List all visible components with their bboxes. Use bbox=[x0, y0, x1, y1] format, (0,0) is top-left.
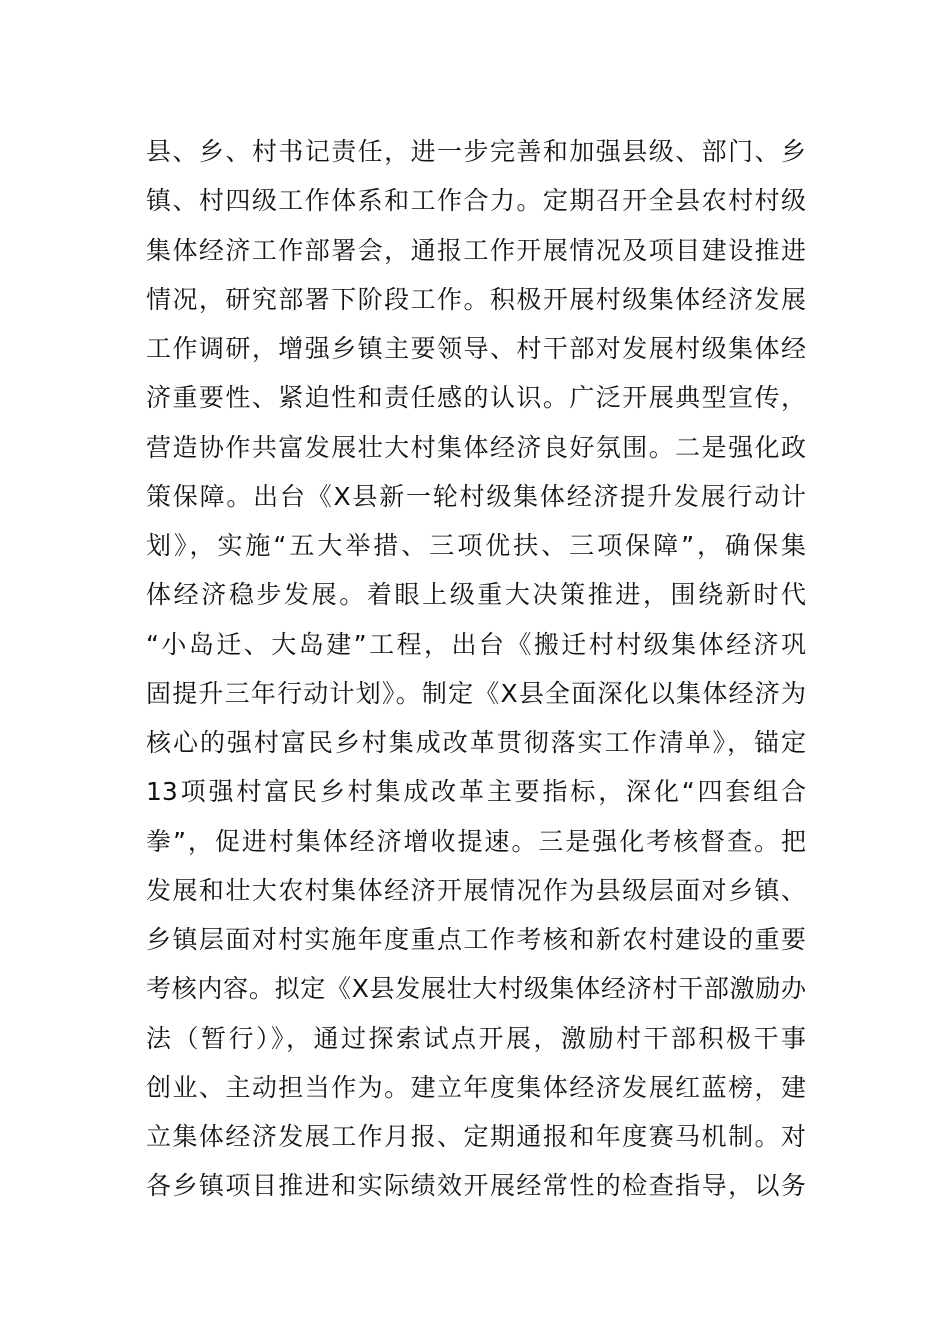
text-line: 策保障。出台《X县新一轮村级集体经济提升发展行动计 bbox=[146, 481, 806, 511]
text-line: 营造协作共富发展壮大村集体经济良好氛围。二是强化政 bbox=[146, 432, 806, 462]
text-line: 创业、主动担当作为。建立年度集体经济发展红蓝榜，建 bbox=[146, 1072, 806, 1102]
text-line: 各乡镇项目推进和实际绩效开展经常性的检查指导，以务 bbox=[146, 1171, 806, 1201]
text-line: 拳”，促进村集体经济增收提速。三是强化考核督查。把 bbox=[146, 826, 806, 856]
text-line: 考核内容。拟定《X县发展壮大村级集体经济村干部激励办 bbox=[146, 974, 806, 1004]
text-line: 体经济稳步发展。着眼上级重大决策推进，围绕新时代 bbox=[146, 580, 806, 610]
text-line: 县、乡、村书记责任，进一步完善和加强县级、部门、乡 bbox=[146, 137, 806, 166]
text-line: 集体经济工作部署会，通报工作开展情况及项目建设推进 bbox=[146, 235, 806, 265]
text-line: 工作调研，增强乡镇主要领导、村干部对发展村级集体经 bbox=[146, 334, 806, 363]
text-line: 13项强村富民乡村集成改革主要指标，深化“四套组合 bbox=[146, 777, 806, 807]
text-line: “小岛迁、大岛建”工程，出台《搬迁村村级集体经济巩 bbox=[146, 629, 806, 659]
text-line: 济重要性、紧迫性和责任感的认识。广泛开展典型宣传， bbox=[146, 383, 806, 413]
text-line: 核心的强村富民乡村集成改革贯彻落实工作清单》，锚定 bbox=[146, 728, 806, 757]
text-line: 立集体经济发展工作月报、定期通报和年度赛马机制。对 bbox=[146, 1122, 806, 1151]
text-line: 发展和壮大农村集体经济开展情况作为县级层面对乡镇、 bbox=[146, 875, 806, 905]
text-line: 划》，实施“五大举措、三项优扶、三项保障”，确保集 bbox=[146, 531, 806, 560]
text-line: 镇、村四级工作体系和工作合力。定期召开全县农村村级 bbox=[146, 186, 806, 216]
text-line: 法（暂行）》，通过探索试点开展，激励村干部积极干事 bbox=[146, 1023, 806, 1053]
text-line: 乡镇层面对村实施年度重点工作考核和新农村建设的重要 bbox=[146, 925, 806, 954]
text-line: 情况，研究部署下阶段工作。积极开展村级集体经济发展 bbox=[146, 284, 806, 314]
body-text bbox=[146, 127, 806, 1211]
text-line: 固提升三年行动计划》。制定《X县全面深化以集体经济为 bbox=[146, 678, 806, 708]
